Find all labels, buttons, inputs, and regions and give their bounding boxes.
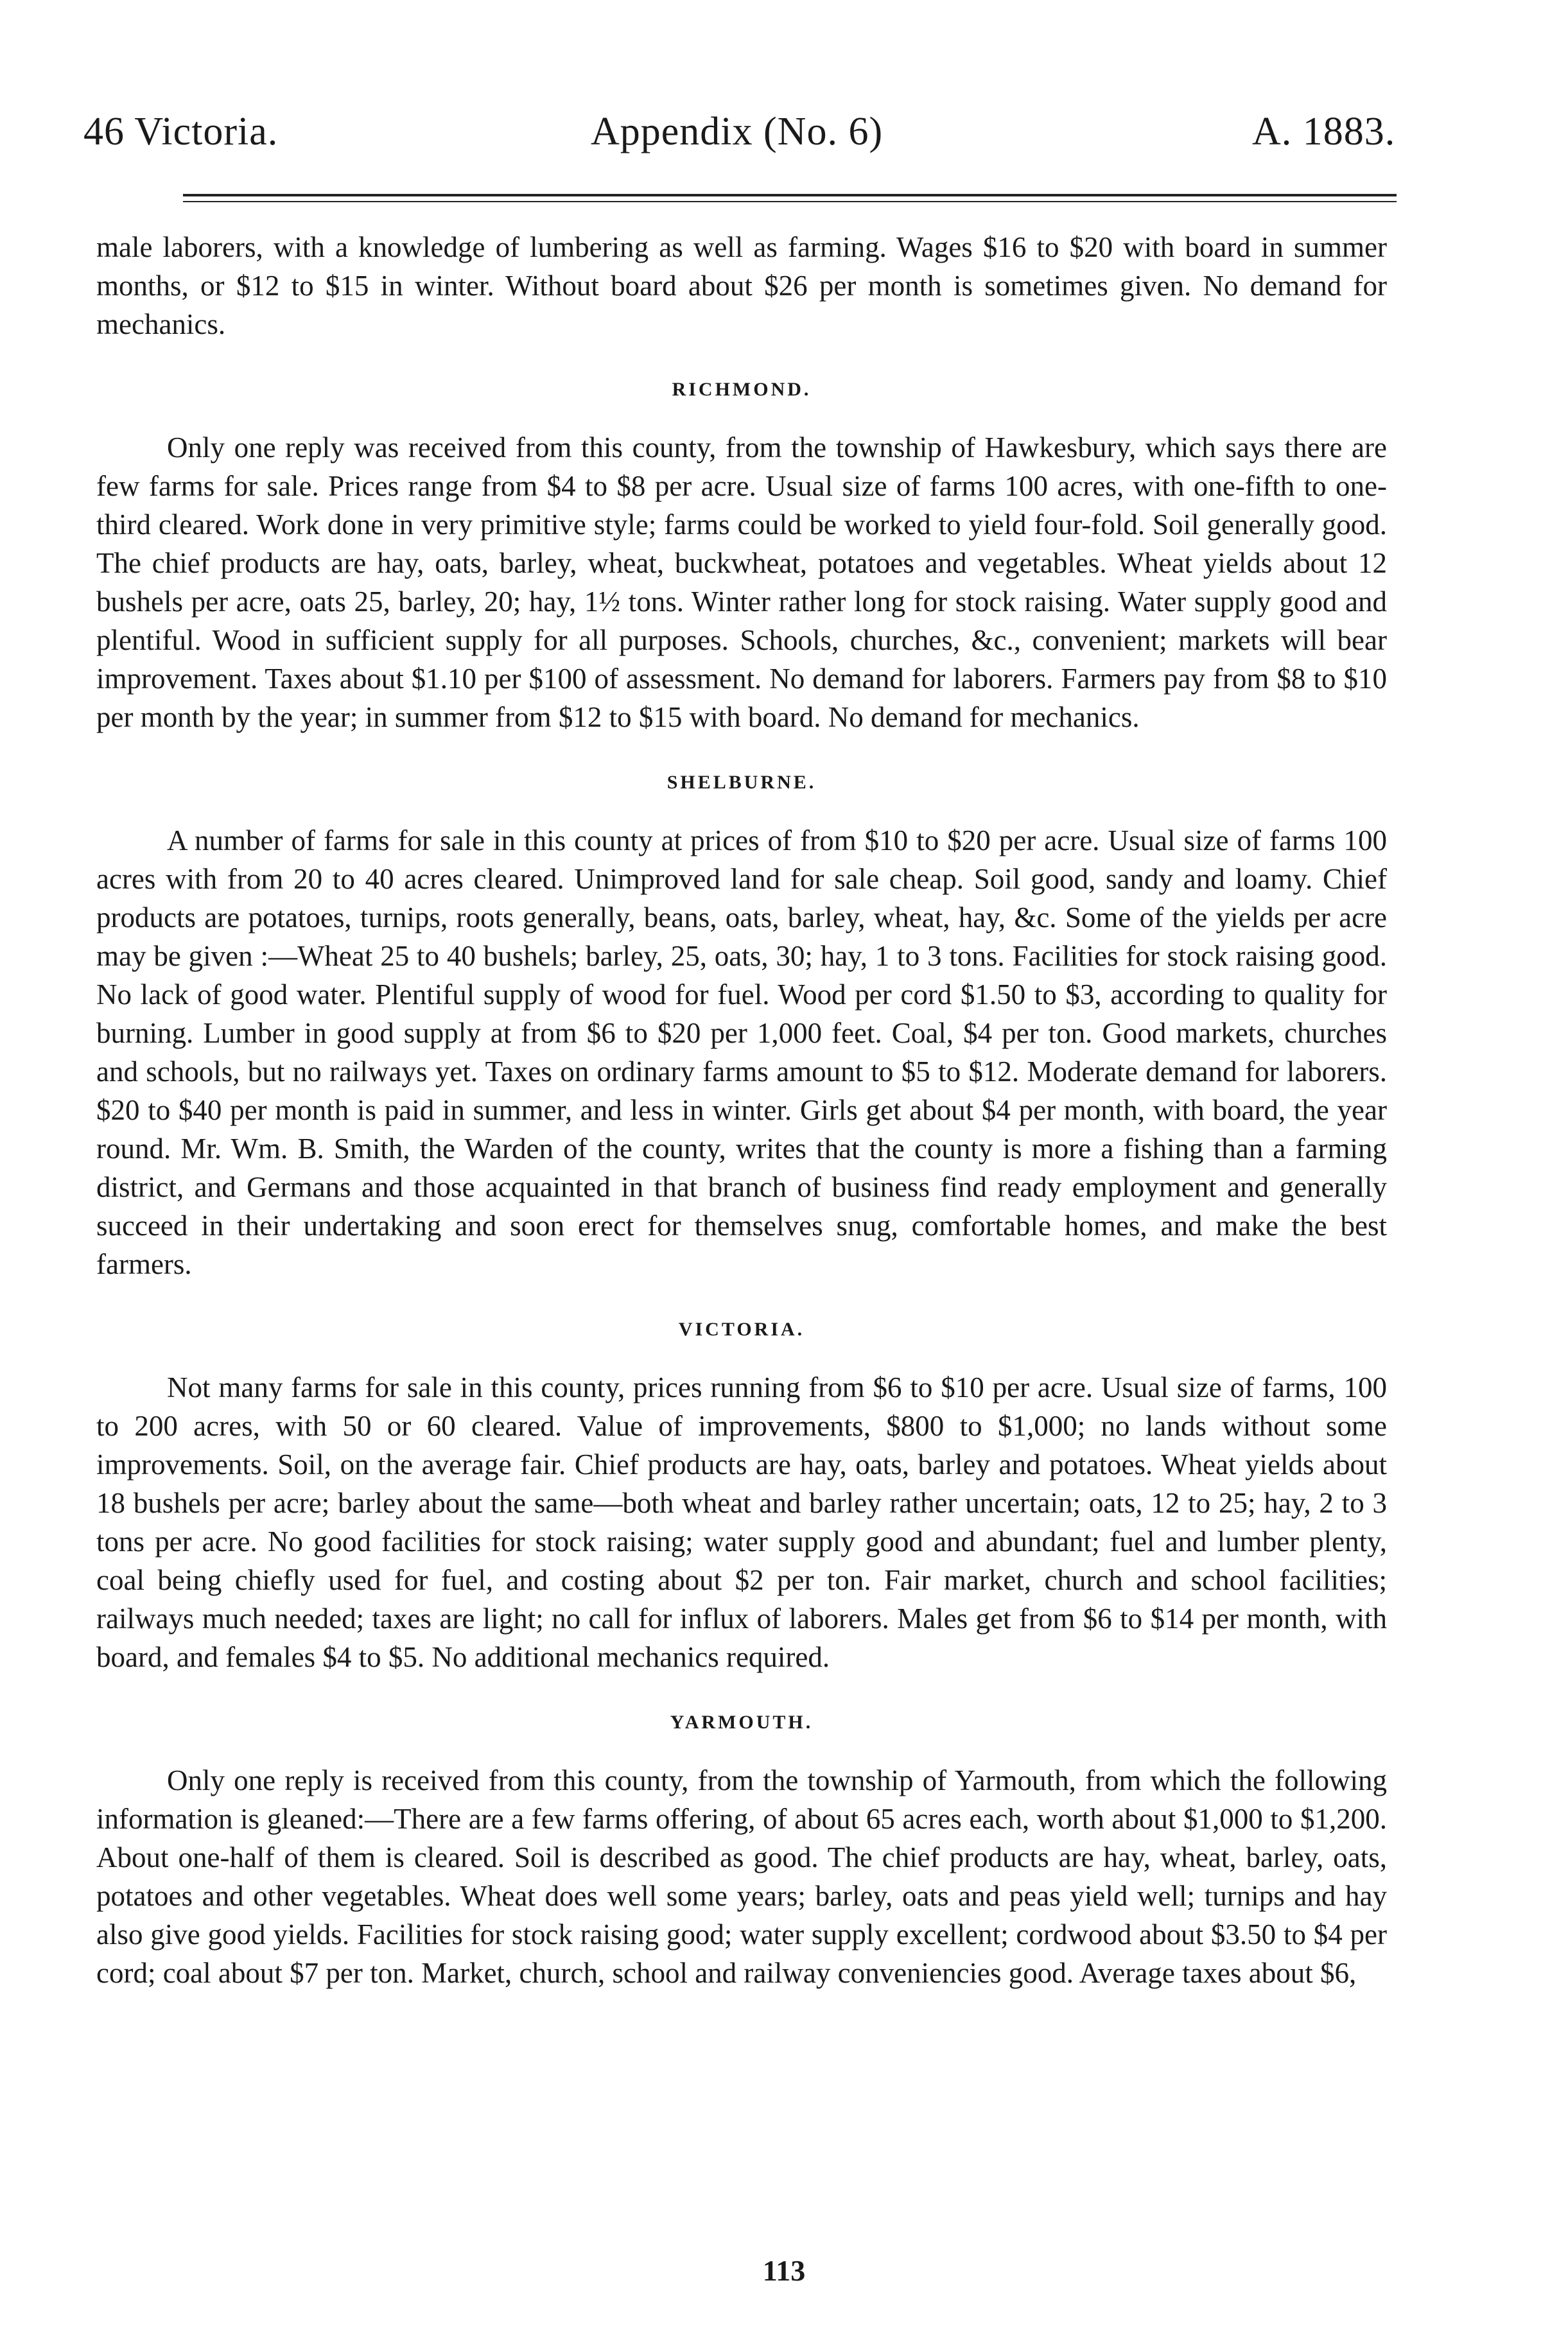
page-header [83,109,1419,161]
richmond-heading: RICHMOND. [672,379,812,400]
page-number: 113 [762,2254,806,2287]
header-rule-thick [183,194,1397,196]
intro-paragraph: male laborers, with a knowledge of lumbering as well as farming. Wages $16 to $20 with board in summer months, or $12 to $15 in winter. Without board about $26 per month is sometimes given. No demand for mechanics. [96,231,1387,340]
richmond-paragraph: Only one reply was received from this county, from the township of Hawkesbury, which says there are few farms for sale. Prices range from $4 to $8 per acre. Usual size of farms 100 acres, with one-fifth to one-third cleared. Work done in very primitive style; farms could be worked to yield four-fold. Soil generally good. The chief products are hay, oats, barley, wheat, buckwheat, potatoes and vegetables. Wheat yields about 12 bushels per acre, oats 25, barley, 20; hay, 1½ tons. Winter rather long for stock raising. Water supply good and plentiful. Wood in sufficient supply for all purposes. Schools, churches, &c., convenient; markets will bear improvement. Taxes about $1.10 per $100 of assessment. No demand for laborers. Farmers pay from $8 to $10 per month by the year; in summer from $12 to $15 with board. No demand for mechanics. [96,431,1387,733]
yarmouth-heading: YARMOUTH. [670,1712,814,1733]
header-appendix: Appendix (No. 6) [591,110,884,153]
yarmouth-paragraph: Only one reply is received from this county, from the township of Yarmouth, from which the following information is gleaned:—There are a few farms offering, of about 65 acres each, worth about $1,000 to $1,200. About one-half of them is cleared. Soil is described as good. The chief products are hay, wheat, barley, oats, potatoes and other vegetables. Wheat does well some years; barley, oats and peas yield well; turnips and hay also give good yields. Facilities for stock raising good; water supply excellent; cordwood about $3.50 to $4 per cord; coal about $7 per ton. Market, church, school and railway conveniencies good. Average taxes about $6, [96,1764,1387,1989]
shelburne-heading: SHELBURNE. [666,772,817,793]
victoria-heading: VICTORIA. [678,1319,805,1340]
shelburne-paragraph: A number of farms for sale in this county at prices of from $10 to $20 per acre. Usual size of farms 100 acres with from 20 to 40 acres cleared. Unimproved land for sale cheap. Soil good, sandy and loamy. Chief products are potatoes, turnips, roots generally, beans, oats, barley, wheat, hay, &c. Some of the yields per acre may be given :—Wheat 25 to 40 bushels; barley, 25, oats, 30; hay, 1 to 3 tons. Facilities for stock raising good. No lack of good water. Plentiful supply of wood for fuel. Wood per cord $1.50 to $3, according to quality for burning. Lumber in good supply at from $6 to $20 per 1,000 feet. Coal, $4 per ton. Good markets, churches and schools, but no railways yet. Taxes on ordinary farms amount to $5 to $12. Moderate demand for laborers. $20 to $40 per month is paid in summer, and less in winter. Girls get about $4 per month, with board, the year round. Mr. Wm. B. Smith, the Warden of the county, writes that the county is more a fishing than a farming district, and Germans and those acquainted in that branch of business find ready employment and generally succeed in their undertaking and soon erect for themselves snug, comfortable homes, and make the best farmers. [96,824,1387,1280]
header-session: 46 Victoria. [83,110,279,153]
page-body [96,228,1387,1992]
header-year: A. 1883. [1252,110,1396,153]
victoria-paragraph: Not many farms for sale in this county, prices running from $6 to $10 per acre. Usual size of farms, 100 to 200 acres, with 50 or 60 cleared. Value of improvements, $800 to $1,000; no lands without some improvements. Soil, on the average fair. Chief products are hay, oats, barley and potatoes. Wheat yields about 18 bushels per acre; barley about the same—both wheat and barley rather uncertain; oats, 12 to 25; hay, 2 to 3 tons per acre. No good facilities for stock raising; water supply good and abundant; fuel and lumber plenty, coal being chiefly used for fuel, and costing about $2 per ton. Fair market, church and school facilities; railways much needed; taxes are light; no call for influx of laborers. Males get from $6 to $14 per month, with board, and females $4 to $5. No additional mechanics required. [96,1371,1387,1673]
header-rule-thin [183,201,1397,202]
